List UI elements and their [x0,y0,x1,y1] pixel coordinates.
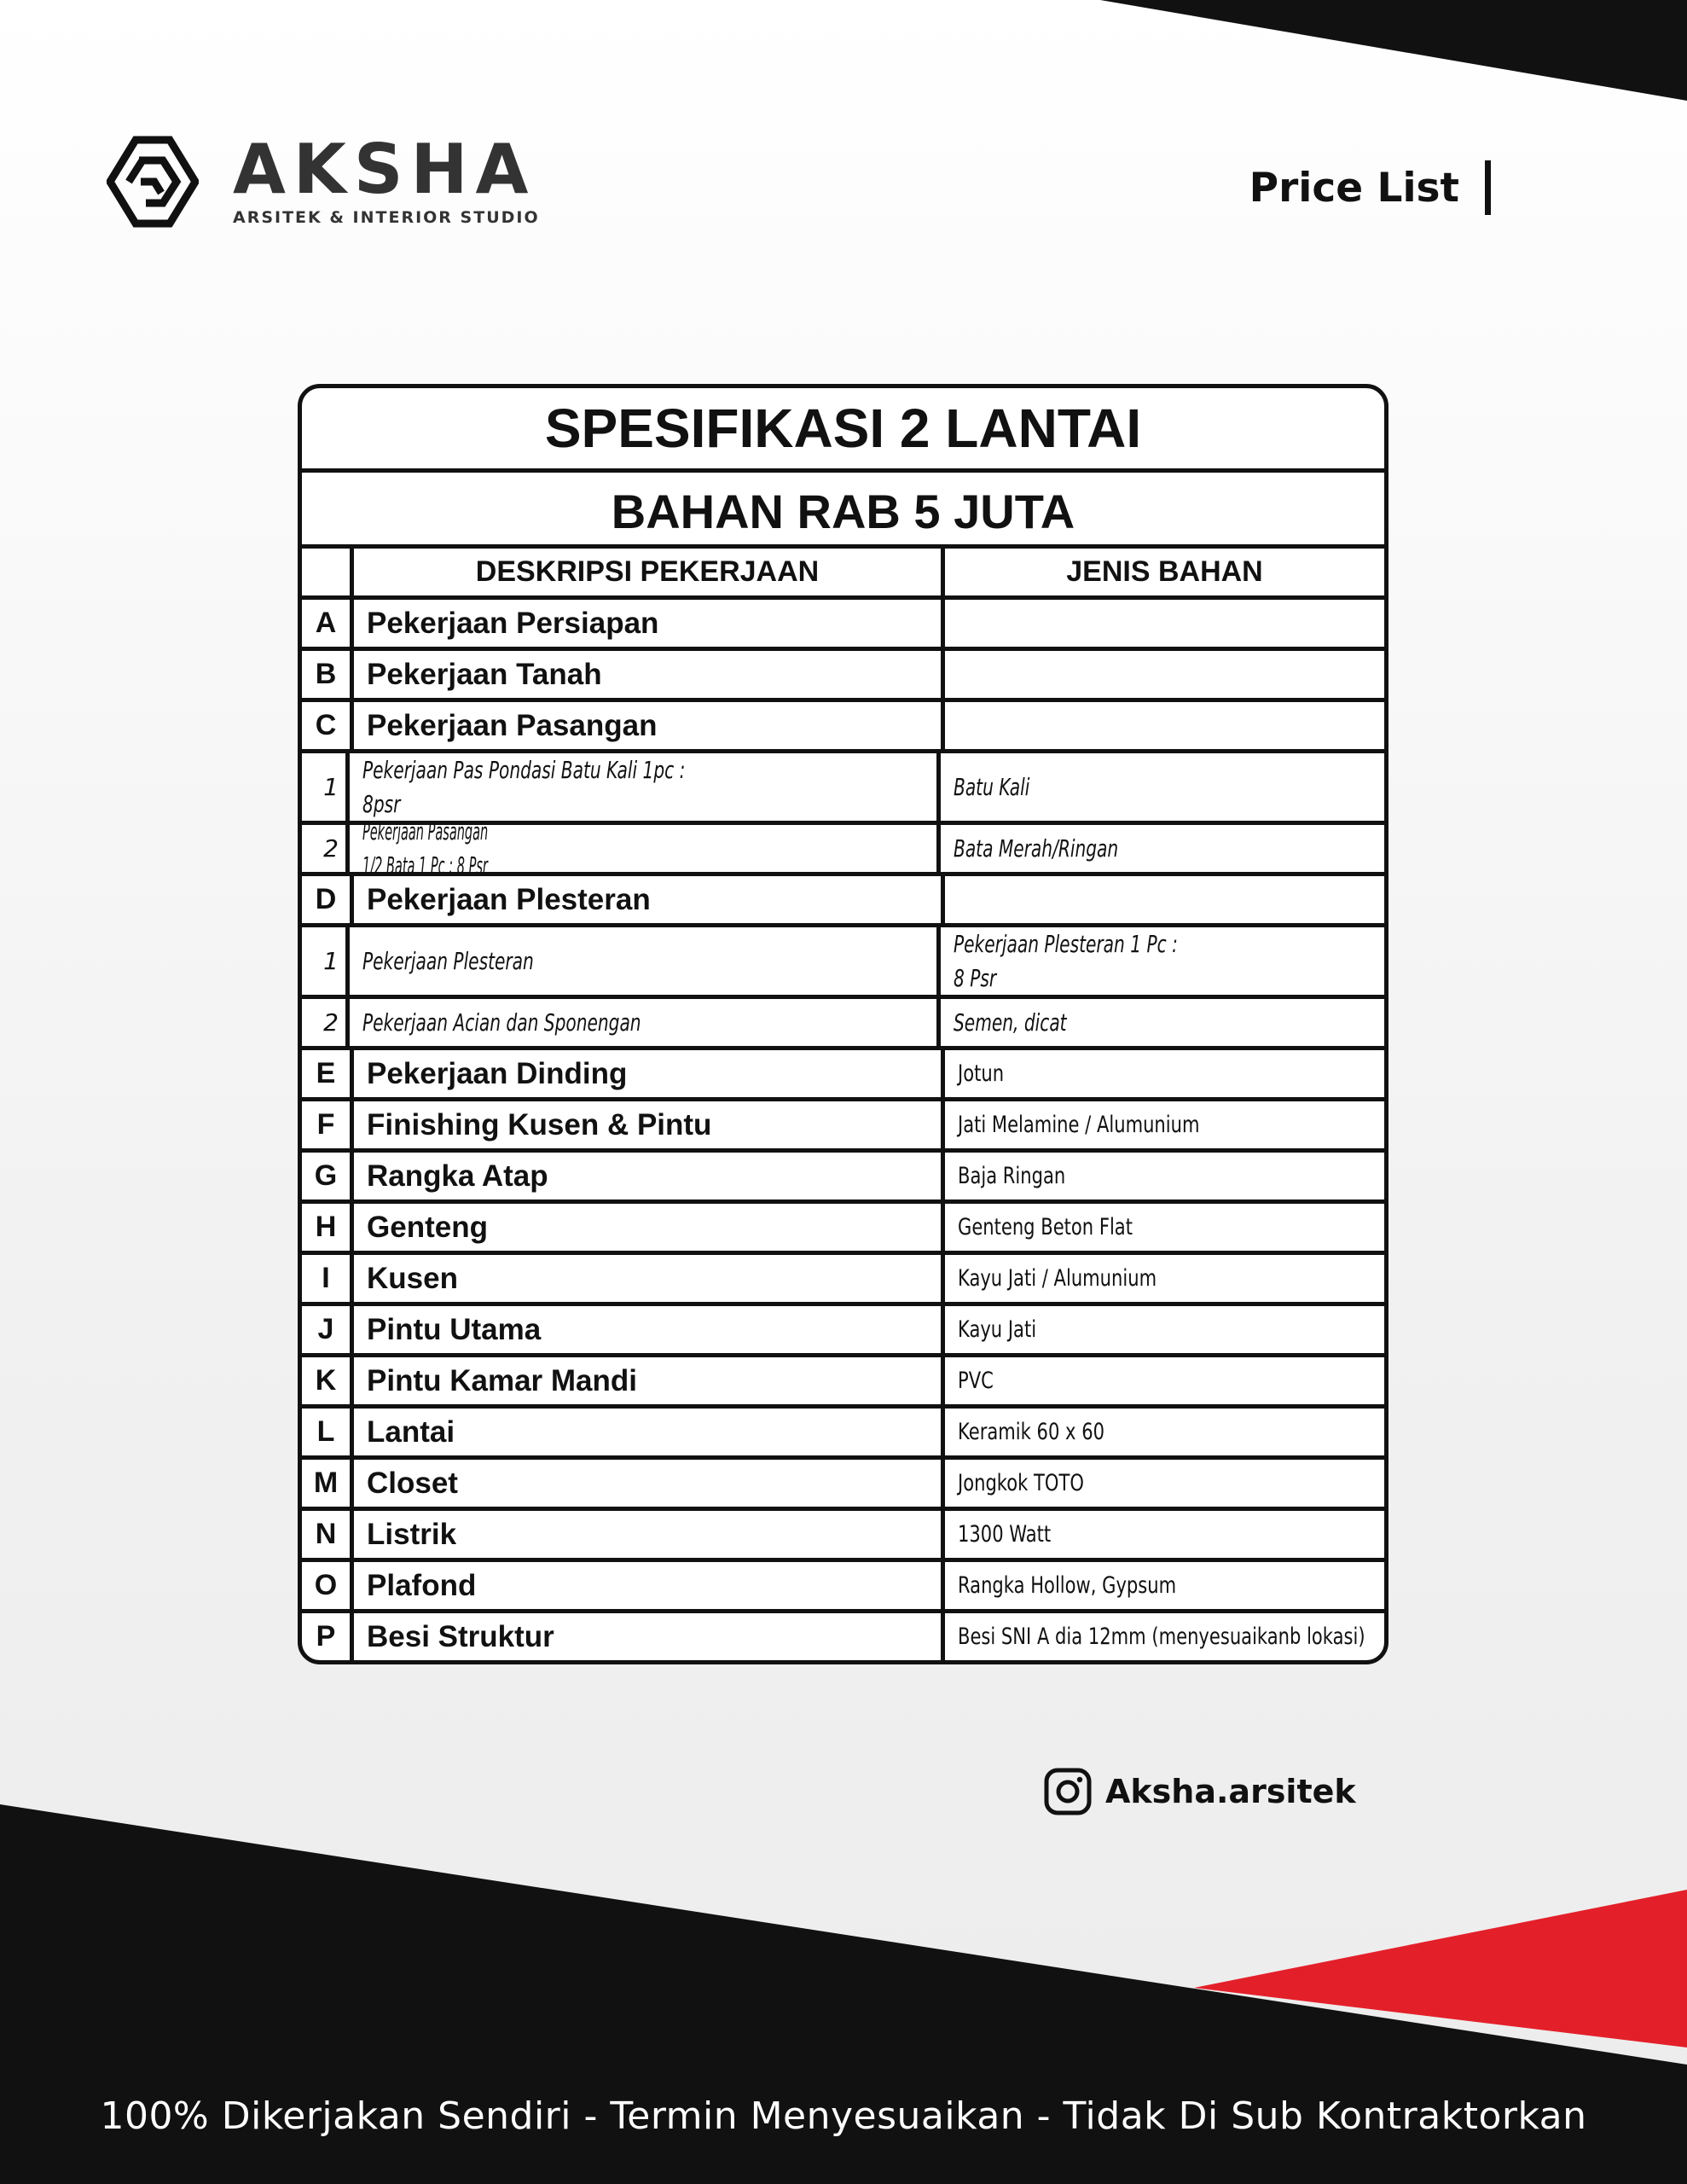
table-row [302,1613,1384,1660]
table-row [302,1357,1384,1409]
row-bahan [945,600,1384,647]
row-desc: Pekerjaan Persiapan [354,600,945,647]
table-row [302,1460,1384,1511]
table-row [302,651,1384,702]
top-right-black-wedge [1100,0,1687,101]
table-header-row [302,549,1384,600]
row-desc: Listrik [354,1511,945,1558]
row-code: C [302,702,354,749]
row-desc: Lantai [354,1409,945,1455]
row-desc: Pekerjaan Pas Pondasi Batu Kali 1pc : 8psr [350,753,941,821]
table-row [302,1409,1384,1460]
row-code: F [302,1101,354,1148]
row-desc: Finishing Kusen & Pintu [354,1101,945,1148]
row-bahan [945,702,1384,749]
row-code: 2 [302,999,350,1046]
row-bahan: 1300 Watt [958,1521,1052,1548]
row-code: O [302,1562,354,1609]
row-code: A [302,600,354,647]
row-code: I [302,1255,354,1302]
row-code: M [302,1460,354,1507]
row-desc: Rangka Atap [354,1153,945,1199]
table-row [302,1255,1384,1306]
brand-tagline: ARSITEK & INTERIOR STUDIO [233,208,540,227]
row-desc: Kusen [354,1255,945,1302]
row-bahan: Bata Merah/Ringan [954,834,1119,863]
row-bahan [945,876,1384,923]
table-row [302,702,1384,753]
row-desc: Pintu Kamar Mandi [354,1357,945,1404]
row-desc: Pintu Utama [354,1306,945,1353]
row-desc: Pekerjaan Tanah [354,651,945,698]
table-row [302,1511,1384,1562]
row-bahan: Besi SNI A dia 12mm (menyesuaikanb lokasi) [958,1623,1365,1650]
row-bahan: Jongkok TOTO [958,1470,1084,1496]
row-bahan: Kayu Jati / Alumunium [958,1265,1157,1292]
row-code: 1 [302,927,350,995]
row-code: N [302,1511,354,1558]
row-code: 2 [302,825,350,872]
row-bahan: Batu Kali [954,772,1030,801]
table-subtitle: BAHAN RAB 5 JUTA [302,473,1384,549]
row-code: H [302,1204,354,1251]
table-row [302,876,1384,927]
row-bahan: Kayu Jati [958,1316,1037,1343]
row-bahan: Semen, dicat [954,1008,1067,1037]
row-bahan: Genteng Beton Flat [958,1214,1133,1240]
row-code: 1 [302,753,350,821]
row-desc: Closet [354,1460,945,1507]
table-row [302,1153,1384,1204]
row-code: L [302,1409,354,1455]
row-code: J [302,1306,354,1353]
header-desc: DESKRIPSI PEKERJAAN [354,549,945,595]
row-bahan: Jati Melamine / Alumunium [958,1112,1200,1138]
row-desc: Pekerjaan Plesteran [354,876,945,923]
aksha-logo-icon [107,135,199,229]
row-bahan: Pekerjaan Plesteran 1 Pc : 8 Psr [954,929,1178,992]
table-row [302,600,1384,651]
instagram-icon [1044,1768,1092,1815]
table-row [302,1562,1384,1613]
row-code: B [302,651,354,698]
row-desc: Pekerjaan Acian dan Sponengan [350,999,941,1046]
instagram-handle: Aksha.arsitek [1105,1773,1356,1810]
row-desc: Plafond [354,1562,945,1609]
row-bahan: Baja Ringan [958,1163,1066,1189]
row-desc: Pekerjaan Dinding [354,1050,945,1097]
table-subrow [302,927,1384,999]
table-row [302,1101,1384,1153]
table-title: SPESIFIKASI 2 LANTAI [302,388,1384,473]
row-desc: Besi Struktur [354,1613,945,1660]
header-bahan: JENIS BAHAN [1066,555,1263,588]
row-bahan: Rangka Hollow, Gypsum [958,1572,1177,1599]
row-desc: Pekerjaan Pasangan [354,702,945,749]
table-row [302,1306,1384,1357]
row-desc: Pekerjaan Plesteran [350,927,941,995]
header-code-cell [302,549,354,595]
row-bahan: Keramik 60 x 60 [958,1419,1104,1445]
row-desc: Pekerjaan Pasangan1/2 Bata 1 Pc : 8 Psr [350,825,941,872]
row-desc: Genteng [354,1204,945,1251]
row-code: G [302,1153,354,1199]
price-list-heading [1249,160,1491,215]
row-bahan: Jotun [958,1060,1005,1087]
row-bahan [945,651,1384,698]
table-row [302,1204,1384,1255]
table-row [302,1050,1384,1101]
table-subrow [302,816,1384,880]
row-code: P [302,1613,354,1660]
row-code: E [302,1050,354,1097]
row-bahan: PVC [958,1368,994,1394]
spec-table [298,384,1388,1664]
footer-slogan: 100% Dikerjakan Sendiri - Termin Menyesuaikan - Tidak Di Sub Kontraktorkan [100,2094,1587,2138]
brand-name: AKSHA [233,130,536,209]
row-code: K [302,1357,354,1404]
row-code: D [302,876,354,923]
table-subrow [302,999,1384,1050]
instagram-link[interactable] [1044,1768,1356,1815]
heading-divider [1485,160,1491,215]
price-list-label: Price List [1249,164,1459,212]
brand-logo [107,130,540,229]
